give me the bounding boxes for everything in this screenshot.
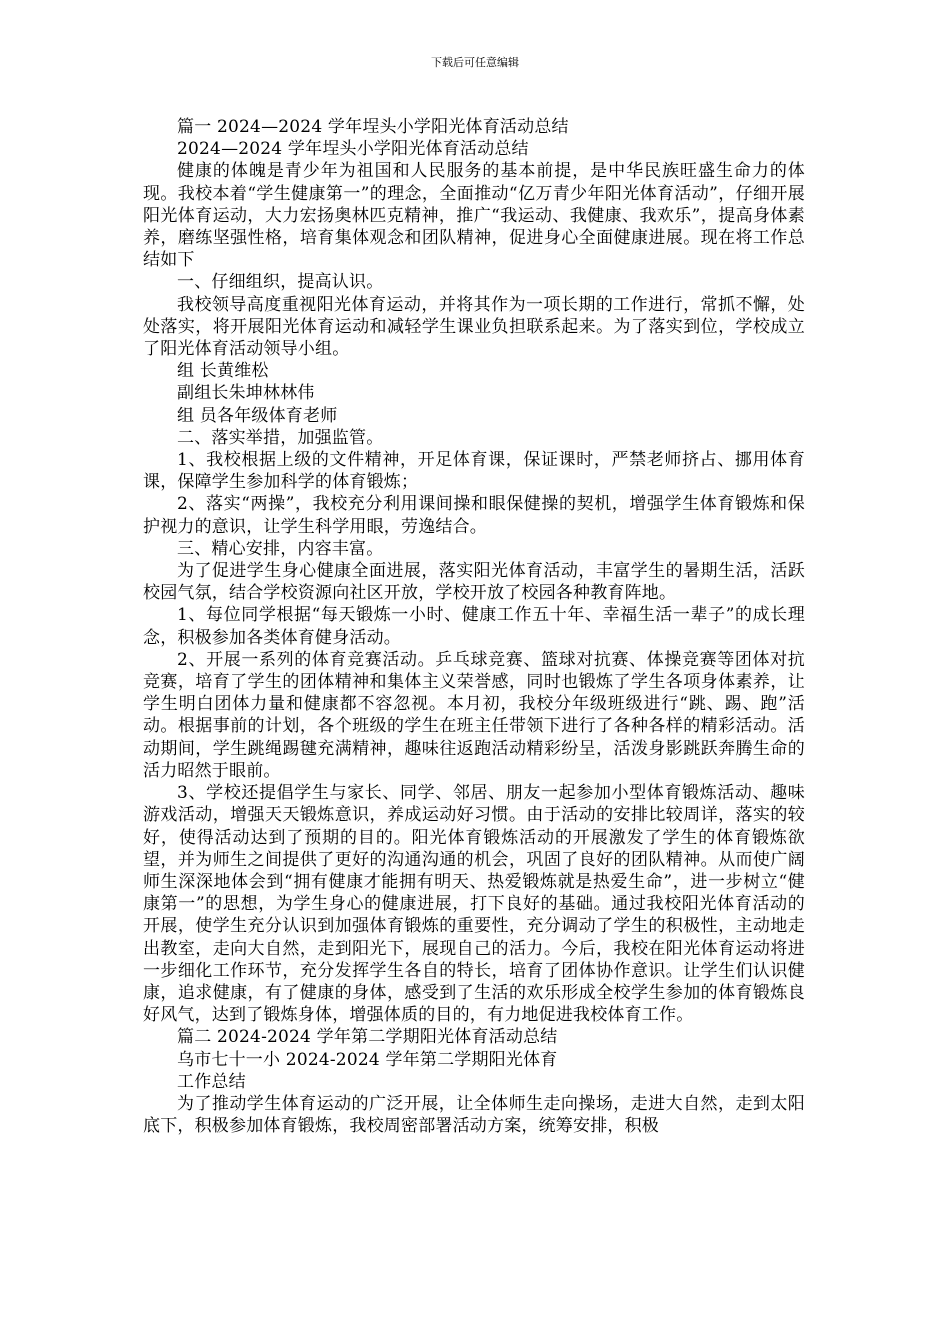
section-title-part-one: 篇一 2024—2024 学年埕头小学阳光体育活动总结 [177, 117, 569, 137]
body-paragraph: 1、每位同学根据“每天锻炼一小时、健康工作五十年、幸福生活一辈子”的成长理念，积极参加各类体育健身活动。 [143, 605, 805, 648]
document-title: 2024—2024 学年埕头小学阳光体育活动总结 [177, 139, 529, 160]
body-paragraph: 1、我校根据上级的文件精神，开足体育课，保证课时，严禁老师挤占、挪用体育课，保障学生参加科学的体育锻炼； [143, 450, 805, 493]
page-header: 下载后可任意编辑 [431, 56, 519, 69]
subtitle: 乌市七十一小 2024-2024 学年第二学期阳光体育 [177, 1049, 558, 1070]
body-paragraph: 2、落实“两操”，我校充分利用课间操和眼保健操的契机，增强学生体育锻炼和保护视力的意识，让学生科学用眼，劳逸结合。 [143, 494, 805, 537]
section-heading: 二、落实举措，加强监管。 [177, 427, 384, 448]
document-body [143, 116, 805, 1137]
body-paragraph: 我校领导高度重视阳光体育运动，并将其作为一项长期的工作进行，常抓不懈，处处落实，将开展阳光体育运动和减轻学生课业负担联系起来。为了落实到位，学校成立了阳光体育活动领导小组。 [143, 294, 805, 360]
body-paragraph: 为了促进学生身心健康全面进展，落实阳光体育活动，丰富学生的暑期生活，活跃校园气氛，结合学校资源向社区开放，学校开放了校园各种教育阵地。 [143, 561, 805, 604]
body-paragraph: 3、学校还提倡学生与家长、同学、邻居、朋友一起参加小型体育锻炼活动、趣味游戏活动，增强天天锻炼意识，养成运动好习惯。由于活动的安排比较周详，落实的较好，使得活动达到了预期的目的。阳光体育锻炼活动的开展激发了学生的体育锻炼欲望，并为师生之间提供了更好的沟通沟通的机会，巩固了良好的团队精神。从而使广阔师生深深地体会到“拥有健康才能拥有明天、热爱锻炼就是热爱生命”，进一步树立“健康第一”的思想，为学生身心的健康进展，打下良好的基础。通过我校阳光体育活动的开展，使学生充分认识到加强体育锻炼的重要性，充分调动了学生的积极性，主动地走出教室，走向大自然，走到阳光下，展现自己的活力。今后，我校在阳光体育运动将进一步细化工作环节，充分发挥学生各自的特长，培育了团体协作意识。让学生们认识健康，追求健康，有了健康的身体，感受到了生活的欢乐形成全校学生参加的体育锻炼良好风气，达到了锻炼身体，增强体质的目的，有力地促进我校体育工作。 [143, 783, 805, 1026]
committee-deputy: 副组长朱坤林林伟 [177, 383, 315, 404]
section-title-part-two: 篇二 2024-2024 学年第二学期阳光体育活动总结 [177, 1027, 558, 1048]
body-paragraph: 为了推动学生体育运动的广泛开展，让全体师生走向操场，走进大自然，走到太阳底下，积极参加体育锻炼，我校周密部署活动方案，统筹安排，积极 [143, 1093, 805, 1137]
committee-leader: 组 长黄维松 [177, 361, 269, 382]
committee-members: 组 员各年级体育老师 [177, 405, 338, 426]
subtitle-continued: 工作总结 [177, 1071, 246, 1092]
section-heading: 一、仔细组织，提高认识。 [177, 272, 384, 293]
body-paragraph: 健康的体魄是青少年为祖国和人民服务的基本前提，是中华民族旺盛生命力的体现。我校本着“学生健康第一”的理念，全面推动“亿万青少年阳光体育活动”，仔细开展阳光体育运动，大力宏扬奥林匹克精神，推广“我运动、我健康、我欢乐”，提高身体素养，磨练坚强性格，培育集体观念和团队精神，促进身心全面健康进展。现在将工作总结如下 [143, 161, 805, 271]
body-paragraph: 2、开展一系列的体育竞赛活动。乒乓球竞赛、篮球对抗赛、体操竞赛等团体对抗竞赛，培育了学生的团体精神和集体主义荣誉感，同时也锻炼了学生各项身体素养，让学生明白团体力量和健康都不容忽视。本月初，我校分年级班级进行“跳、踢、跑”活动。根据事前的计划，各个班级的学生在班主任带领下进行了各种各样的精彩活动。活动期间，学生跳绳踢毽充满精神，趣味往返跑活动精彩纷呈，活泼身影跳跃奔腾生命的活力昭然于眼前。 [143, 649, 805, 781]
section-heading: 三、精心安排，内容丰富。 [177, 538, 384, 559]
